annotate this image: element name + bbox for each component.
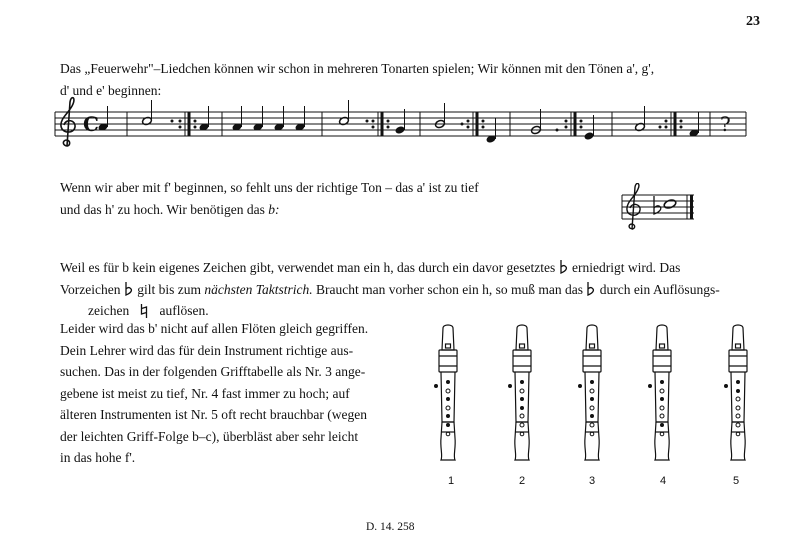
paragraph-4-line: in das hohe f'.: [60, 450, 136, 465]
fingering-label-1: 1: [448, 475, 455, 487]
recorder-icon: [724, 325, 747, 460]
paragraph-4-line: suchen. Das in der folgenden Grifftabelle als Nr. 3 ange-: [60, 364, 366, 379]
paragraph-4-line: Leider wird das b' nicht auf allen Flöten gleich gegriffen.: [60, 321, 369, 336]
paragraph-4-line: der leichten Griff-Folge b–c), überbläst aber sehr leicht: [60, 428, 359, 444]
paragraph-2-line-1: Wenn wir aber mit f' beginnen, so fehlt uns der richtige Ton – das a' ist zu tief: [60, 180, 479, 195]
paragraph-4-line: Dein Lehrer wird das für dein Instrument richtige aus-: [60, 342, 354, 358]
recorder-icon: [434, 325, 457, 460]
recorder-icon: [578, 325, 601, 460]
footer-catalog-number: D. 14. 258: [366, 521, 415, 533]
paragraph-3-line-3: zeichen auflösen.: [88, 303, 209, 318]
paragraph-3-line-1: Weil es für b kein eigenes Zeichen gibt, verwendet man ein h, das durch ein davor gesetztes erniedrigt wird. Das: [60, 260, 681, 275]
svg-text:C: C: [83, 112, 99, 136]
recorder-icon: [648, 325, 671, 460]
fingering-label-4: 4: [660, 475, 667, 487]
recorder-icon: [508, 325, 531, 460]
fingering-label-5: 5: [733, 475, 740, 487]
paragraph-4-line: gebene ist meist zu tief, Nr. 4 fast immer zu hoch; auf: [60, 385, 350, 401]
paragraph-2-line-2: und das h' zu hoch. Wir benötigen das b:: [60, 202, 280, 217]
fingering-label-2: 2: [519, 475, 526, 487]
paragraph-3-line-2: Vorzeichen gilt bis zum nächsten Taktstrich. Braucht man vorher schon ein h, so muß man das durch ein Auflösungs-: [60, 282, 720, 297]
paragraph-4-line: älteren Instrumenten ist Nr. 5 oft recht brauchbar (wegen: [60, 407, 368, 422]
svg-text:?: ?: [720, 112, 731, 136]
page-number: 23: [746, 14, 760, 29]
paragraph-1-line-1: Das „Feuerwehr"–Liedchen können wir schon in mehreren Tonarten spielen; Wir können mit den Tönen a', g',: [60, 61, 655, 76]
fingering-label-3: 3: [589, 475, 596, 487]
paragraph-1-line-2: d' und e' beginnen:: [60, 83, 162, 98]
